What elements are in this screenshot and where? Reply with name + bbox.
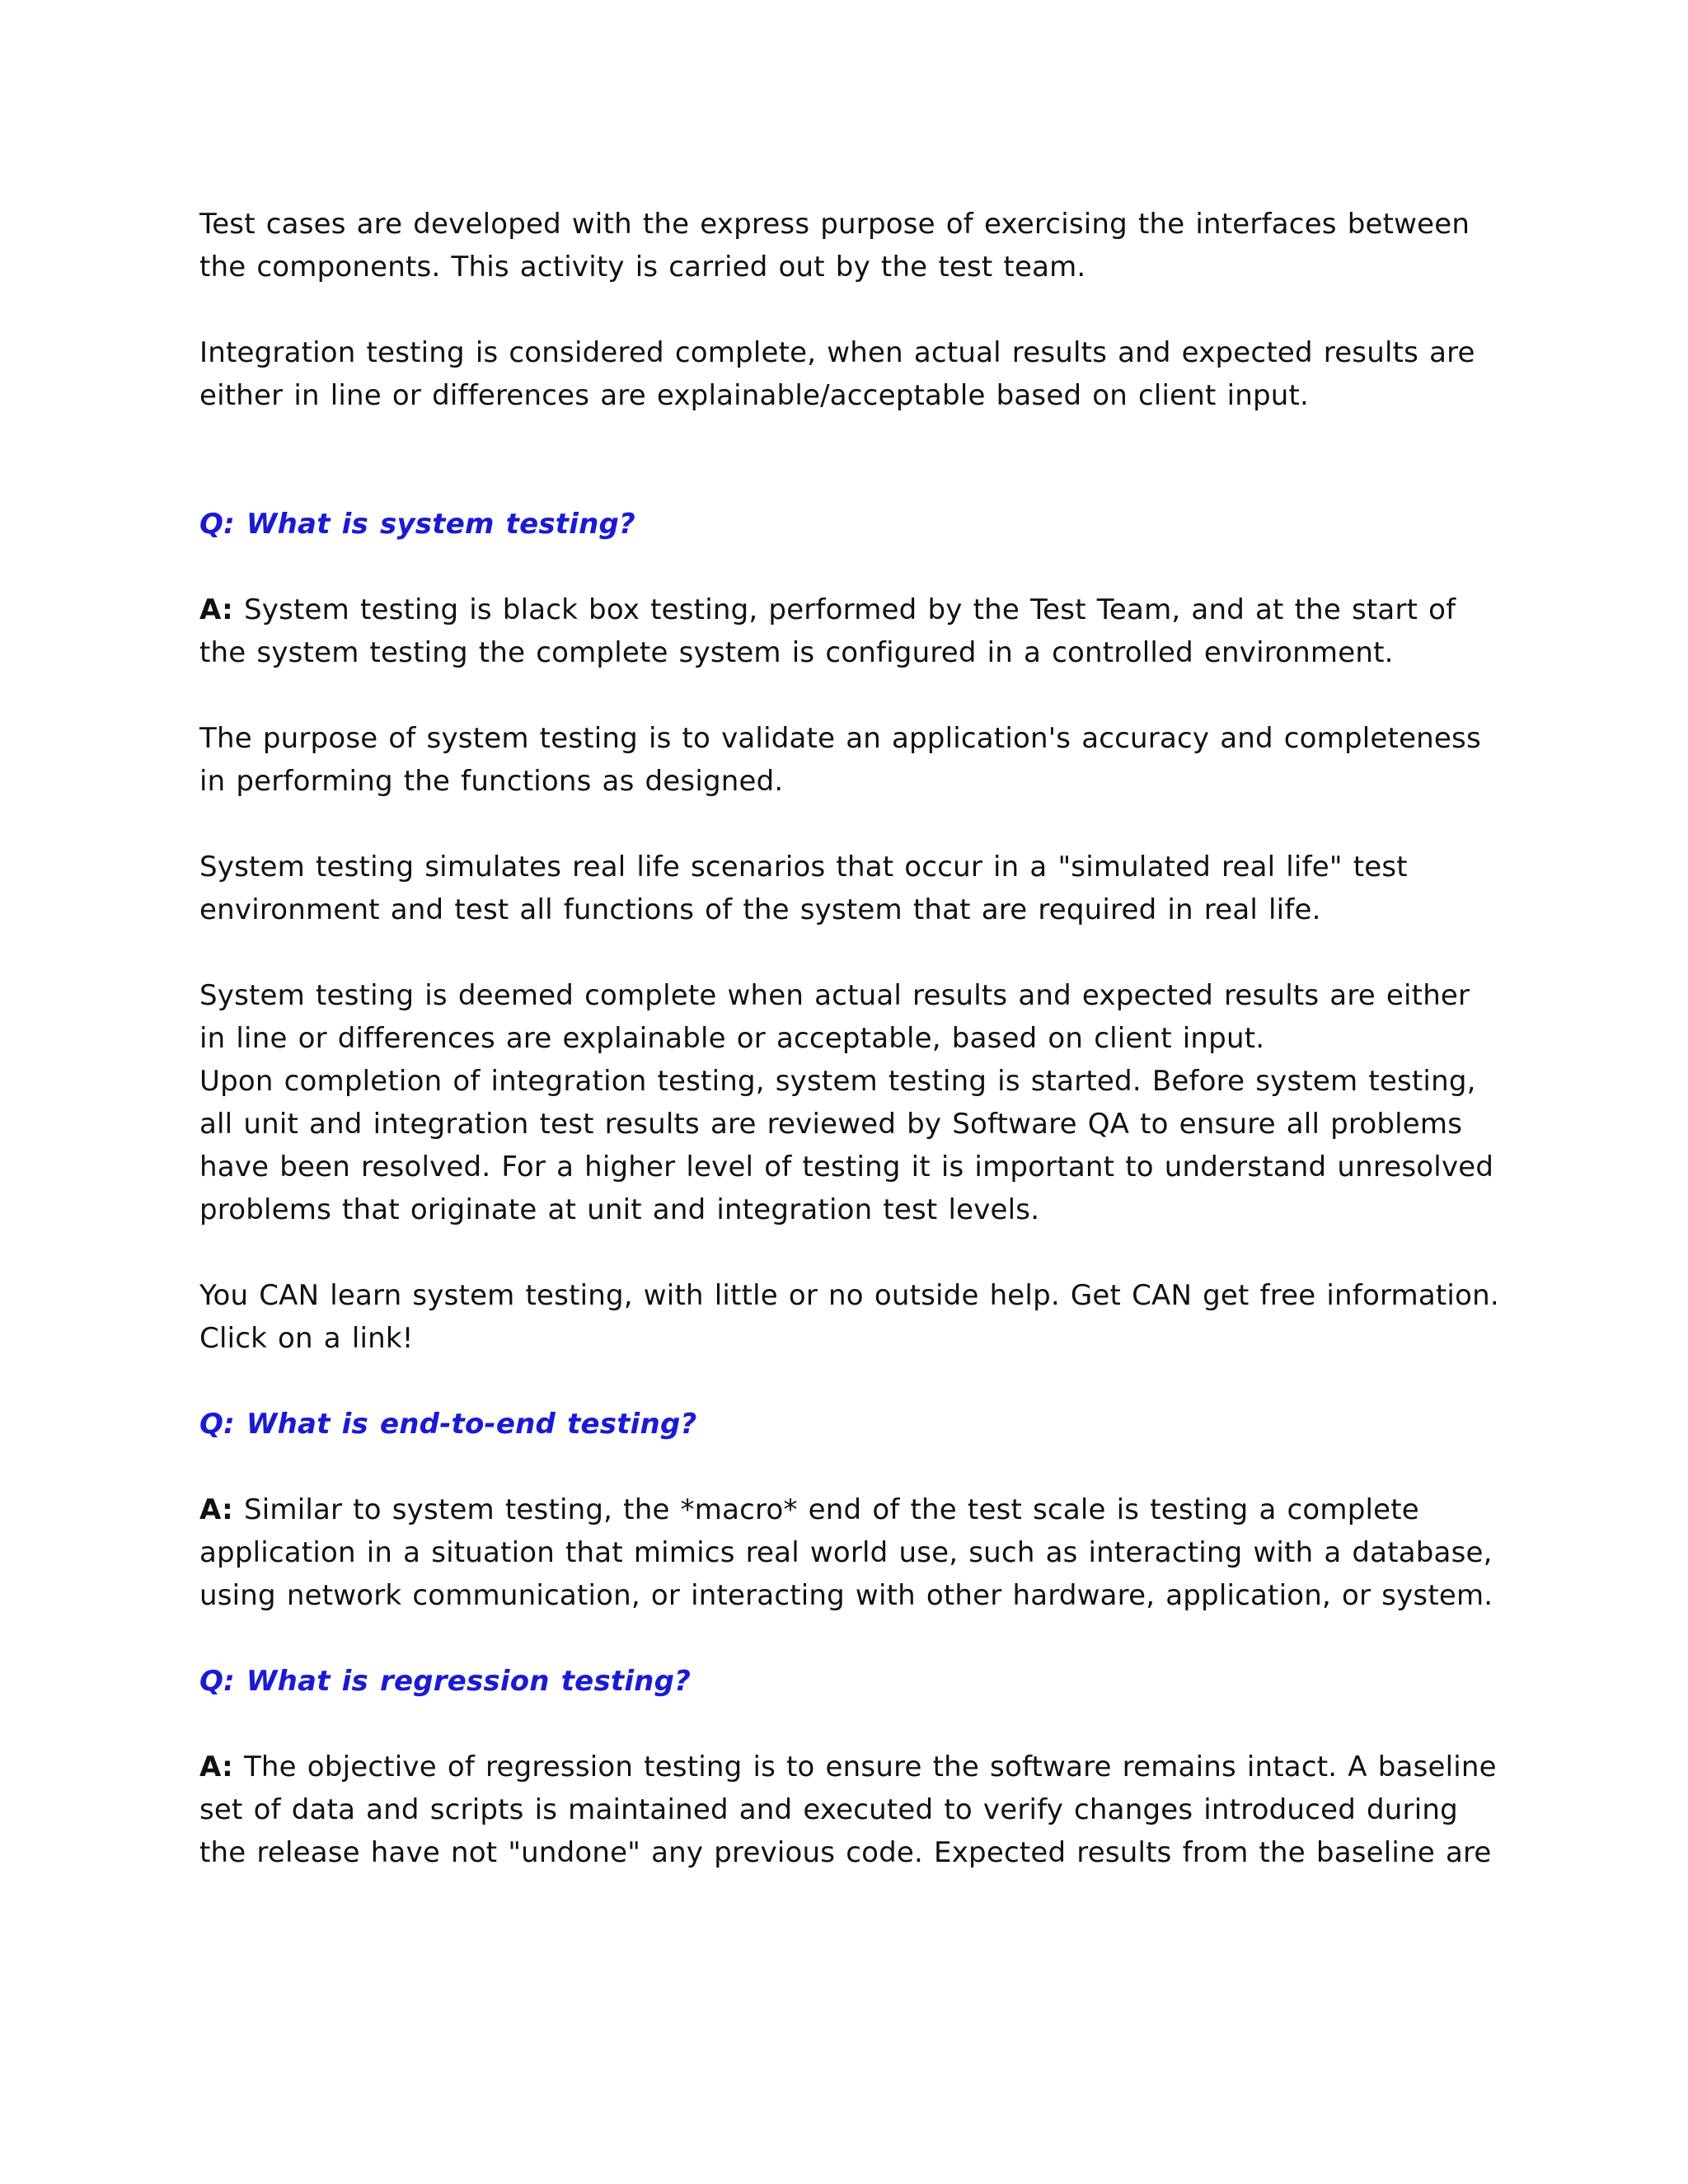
paragraph-system-purpose: The purpose of system testing is to validate an application's accuracy and completeness in performing the functions as designed. [199, 722, 1481, 798]
question-system-testing: Q: What is system testing? [199, 508, 635, 541]
paragraph-system-simulation: System testing simulates real life scenarios that occur in a "simulated real life" test environment and test all functions of the system that are required in real life. [199, 851, 1408, 926]
answer-label: A: [199, 593, 233, 626]
document-body [199, 203, 1502, 1874]
paragraph-system-start: Upon completion of integration testing, system testing is started. Before system testing, all unit and integration test results are reviewed by Software QA to ensure all problems have been resolved. For a higher level of testing it is important to understand unresolved problems that originate at unit and integration test levels. [199, 1065, 1494, 1226]
paragraph-system-complete: System testing is deemed complete when actual results and expected results are either in line or differences are explainable or acceptable, based on client input. [199, 979, 1470, 1055]
answer-label: A: [199, 1750, 233, 1783]
answer-end-to-end-testing [199, 1488, 1502, 1617]
paragraph-interface-tests: Test cases are developed with the express purpose of exercising the interfaces between the components. This activity is carried out by the test team. [199, 208, 1470, 284]
paragraph-integration-complete: Integration testing is considered complete, when actual results and expected results are either in line or differences are explainable/acceptable based on client input. [199, 336, 1475, 412]
paragraph-system-learn: You CAN learn system testing, with little or no outside help. Get CAN get free information. Click on a link! [199, 1279, 1499, 1355]
answer-text: System testing is black box testing, performed by the Test Team, and at the start of the system testing the complete system is configured in a controlled environment. [199, 593, 1456, 669]
question-end-to-end-testing: Q: What is end-to-end testing? [199, 1408, 697, 1441]
answer-text: The objective of regression testing is to ensure the software remains intact. A baseline set of data and scripts is maintained and executed to verify changes introduced during the release have not "undone" any previous code. Expected results from the baseline are [199, 1750, 1497, 1869]
question-regression-testing: Q: What is regression testing? [199, 1665, 692, 1698]
section-spacer [199, 417, 1502, 503]
answer-regression-testing [199, 1746, 1502, 1874]
answer-system-testing [199, 588, 1502, 674]
answer-label: A: [199, 1493, 233, 1526]
answer-text: Similar to system testing, the *macro* end of the test scale is testing a complete application in a situation that mimics real world use, such as interacting with a database, using network communication, or interacting with other hardware, application, or system. [199, 1493, 1493, 1612]
